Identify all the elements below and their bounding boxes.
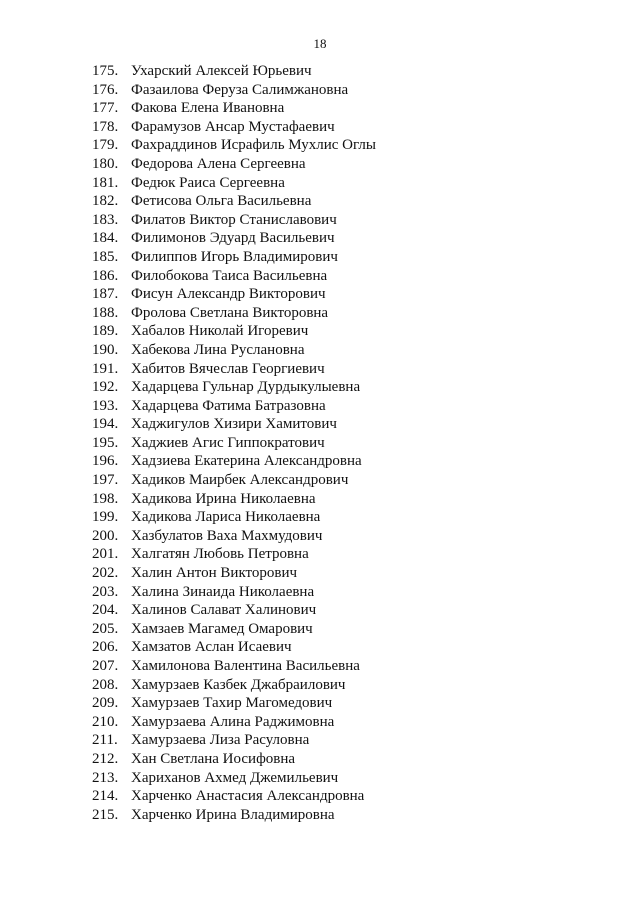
entry-number: 201.	[92, 546, 119, 563]
entry-number: 176.	[92, 81, 119, 98]
list-item	[0, 378, 640, 397]
entry-number: 191.	[92, 360, 119, 377]
entry-name: Харченко Ирина Владимировна	[131, 806, 335, 823]
entry-number: 212.	[92, 750, 119, 767]
entry-number: 177.	[92, 100, 119, 117]
entry-name: Хамзаев Магамед Омарович	[131, 620, 313, 637]
name-list	[0, 62, 640, 824]
list-item	[0, 583, 640, 602]
entry-name: Халина Зинаида Николаевна	[131, 583, 315, 600]
entry-number: 199.	[92, 509, 119, 526]
list-item	[0, 787, 640, 806]
entry-number: 178.	[92, 118, 119, 135]
list-item	[0, 452, 640, 471]
entry-number: 205.	[92, 620, 119, 637]
list-item	[0, 657, 640, 676]
entry-number: 209.	[92, 695, 119, 712]
entry-number: 198.	[92, 490, 119, 507]
entry-name: Халгатян Любовь Петровна	[131, 546, 309, 563]
entry-name: Хадикова Лариса Николаевна	[131, 509, 321, 526]
entry-number: 184.	[92, 230, 119, 247]
list-item	[0, 601, 640, 620]
entry-name: Филобокова Таиса Васильевна	[131, 267, 328, 284]
entry-number: 211.	[92, 732, 118, 749]
list-item	[0, 471, 640, 490]
entry-number: 194.	[92, 416, 119, 433]
list-item	[0, 490, 640, 509]
entry-number: 193.	[92, 397, 119, 414]
entry-number: 189.	[92, 323, 119, 340]
entry-name: Федюк Раиса Сергеевна	[131, 174, 285, 191]
entry-name: Факова Елена Ивановна	[131, 100, 285, 117]
entry-name: Хадарцева Гульнар Дурдыкулыевна	[131, 379, 361, 396]
list-item	[0, 620, 640, 639]
entry-number: 196.	[92, 453, 119, 470]
list-item	[0, 248, 640, 267]
list-item	[0, 676, 640, 695]
list-item	[0, 713, 640, 732]
entry-name: Хадиков Маирбек Александрович	[131, 472, 349, 489]
entry-number: 203.	[92, 583, 119, 600]
entry-name: Фисун Александр Викторович	[131, 286, 326, 303]
list-item	[0, 694, 640, 713]
entry-name: Хадарцева Фатима Батразовна	[131, 397, 326, 414]
entry-number: 207.	[92, 658, 119, 674]
entry-number: 215.	[92, 806, 119, 823]
entry-name: Хамурзаев Тахир Магомедович	[131, 695, 333, 712]
list-item	[0, 508, 640, 527]
entry-number: 182.	[92, 193, 119, 210]
entry-number: 214.	[92, 788, 119, 805]
list-item	[0, 545, 640, 564]
entry-number: 187.	[92, 286, 119, 303]
list-item	[0, 806, 640, 825]
entry-name: Хамурзаева Лиза Расуловна	[131, 732, 310, 749]
entry-name: Хамилонова Валентина Васильевна	[131, 658, 360, 674]
entry-name: Халинов Салават Халинович	[131, 602, 317, 619]
entry-number: 188.	[92, 304, 119, 321]
list-item	[0, 81, 640, 100]
list-item	[0, 750, 640, 769]
entry-name: Филиппов Игорь Владимирович	[131, 248, 338, 265]
list-item	[0, 527, 640, 546]
list-item	[0, 99, 640, 118]
entry-number: 202.	[92, 565, 119, 582]
entry-name: Хабитов Вячеслав Георгиевич	[131, 360, 325, 377]
entry-name: Фетисова Ольга Васильевна	[131, 193, 312, 210]
entry-name: Фролова Светлана Викторовна	[131, 304, 329, 321]
entry-name: Халин Антон Викторович	[131, 565, 298, 582]
list-item	[0, 360, 640, 379]
entry-number: 197.	[92, 472, 119, 489]
entry-name: Хадзиева Екатерина Александровна	[131, 453, 362, 470]
entry-number: 179.	[92, 137, 119, 154]
entry-name: Фарамузов Ансар Мустафаевич	[131, 118, 335, 135]
list-item	[0, 322, 640, 341]
entry-name: Хамзатов Аслан Исаевич	[131, 639, 292, 656]
list-item	[0, 62, 640, 81]
entry-name: Фазаилова Феруза Салимжановна	[131, 81, 349, 98]
entry-name: Хариханов Ахмед Джемильевич	[131, 769, 339, 786]
entry-name: Хабалов Николай Игоревич	[131, 323, 309, 340]
entry-number: 192.	[92, 379, 119, 396]
entry-name: Филатов Виктор Станиславович	[131, 211, 337, 228]
entry-number: 180.	[92, 155, 119, 172]
list-item	[0, 564, 640, 583]
list-item	[0, 136, 640, 155]
entry-name: Хамурзаева Алина Раджимовна	[131, 713, 335, 730]
entry-name: Харченко Анастасия Александровна	[131, 788, 365, 805]
entry-number: 181.	[92, 174, 119, 191]
entry-number: 213.	[92, 769, 119, 786]
entry-name: Хадикова Ирина Николаевна	[131, 490, 316, 507]
list-item	[0, 731, 640, 750]
entry-name: Хамурзаев Казбек Джабраилович	[131, 676, 346, 693]
list-item	[0, 118, 640, 137]
entry-number: 208.	[92, 676, 119, 693]
entry-name: Ухарский Алексей Юрьевич	[131, 63, 312, 79]
entry-number: 204.	[92, 602, 119, 619]
entry-name: Хан Светлана Иосифовна	[131, 750, 296, 767]
entry-name: Хаджигулов Хизири Хамитович	[131, 416, 337, 433]
list-item	[0, 304, 640, 323]
entry-number: 175.	[92, 63, 119, 79]
entry-number: 190.	[92, 341, 119, 358]
list-item	[0, 285, 640, 304]
list-item	[0, 397, 640, 416]
entry-number: 200.	[92, 527, 119, 544]
entry-number: 195.	[92, 434, 119, 451]
list-item	[0, 229, 640, 248]
entry-number: 185.	[92, 248, 119, 265]
list-item	[0, 267, 640, 286]
entry-number: 206.	[92, 639, 119, 656]
entry-name: Фахраддинов Исрафиль Мухлис Оглы	[131, 137, 376, 154]
entry-name: Хаджиев Агис Гиппократович	[131, 434, 325, 451]
list-item	[0, 415, 640, 434]
page-number: 18	[313, 36, 327, 51]
list-item	[0, 341, 640, 360]
entry-number: 186.	[92, 267, 119, 284]
entry-name: Хабекова Лина Руслановна	[131, 341, 305, 358]
entry-name: Федорова Алена Сергеевна	[131, 155, 306, 172]
entry-name: Хазбулатов Ваха Махмудович	[131, 527, 323, 544]
entry-number: 183.	[92, 211, 119, 228]
list-item	[0, 769, 640, 788]
list-item	[0, 174, 640, 193]
entry-number: 210.	[92, 713, 119, 730]
list-item	[0, 434, 640, 453]
list-item	[0, 211, 640, 230]
list-item	[0, 155, 640, 174]
entry-name: Филимонов Эдуард Васильевич	[131, 230, 335, 247]
list-item	[0, 638, 640, 657]
list-item	[0, 192, 640, 211]
